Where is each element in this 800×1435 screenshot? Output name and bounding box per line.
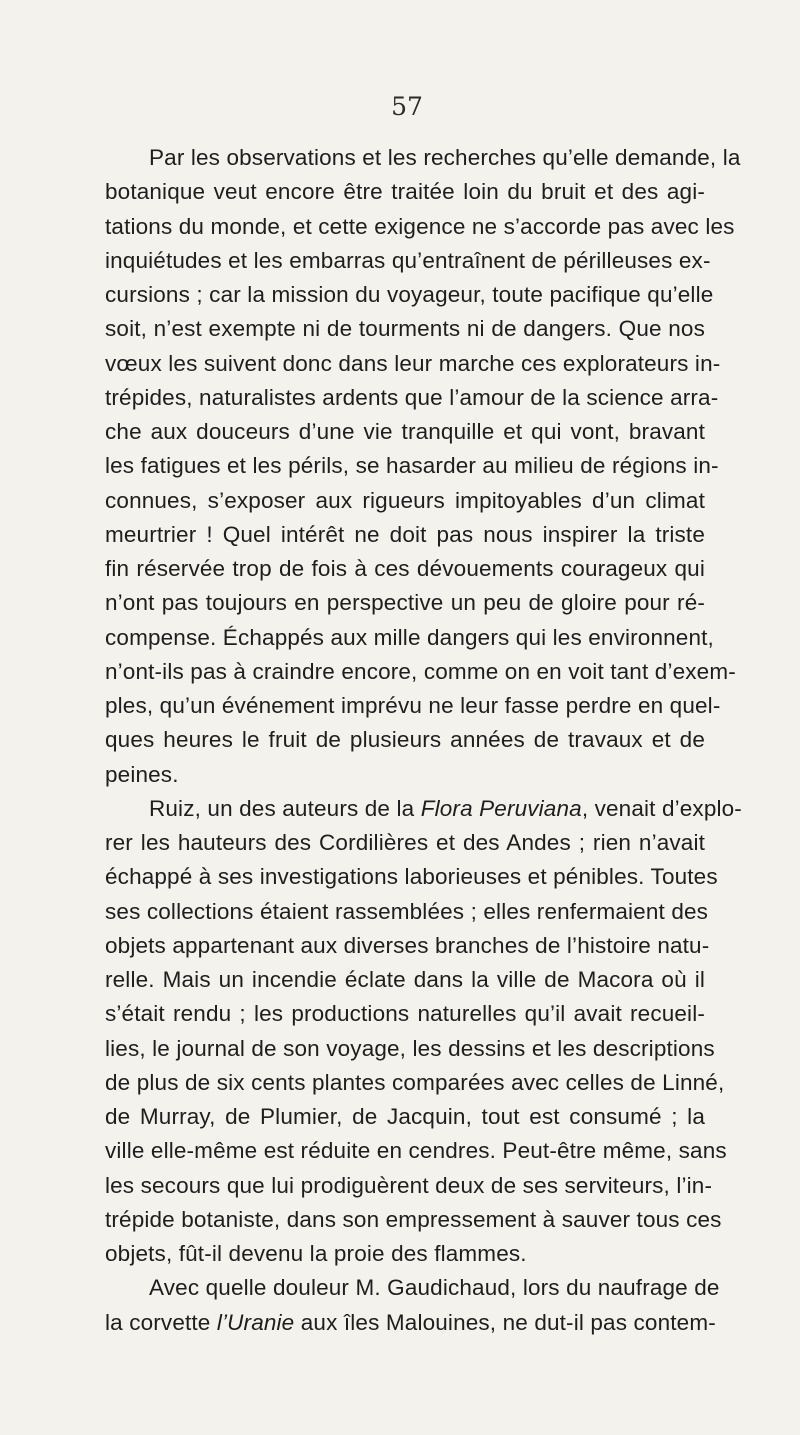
text-line: meurtrier ! Quel intérêt ne doit pas nous inspirer la triste bbox=[105, 521, 705, 547]
text-line: s’était rendu ; les productions naturelles qu’il avait recueil- bbox=[105, 1001, 705, 1027]
text-line: ples, qu’un événement imprévu ne leur fasse perdre en quel- bbox=[105, 693, 721, 718]
text-line: de Murray, de Plumier, de Jacquin, tout est consumé ; la bbox=[105, 1104, 705, 1129]
text-line: ses collections étaient rassemblées ; elles renfermaient des bbox=[105, 898, 709, 924]
text-line: peines. bbox=[105, 761, 179, 787]
text-line: connues, s’exposer aux rigueurs impitoyables d’un climat bbox=[105, 487, 705, 513]
text-line-with-italic bbox=[105, 792, 742, 826]
text-run: aux îles Malouines, ne dut-il pas contem- bbox=[294, 1309, 716, 1335]
text-line: objets appartenant aux diverses branches de l’histoire natu- bbox=[105, 932, 710, 958]
text-line: vœux les suivent donc dans leur marche ces explorateurs in- bbox=[105, 350, 721, 376]
text-line: de plus de six cents plantes comparées avec celles de Linné, bbox=[105, 1069, 725, 1095]
text-line: lies, le journal de son voyage, les dessins et les descriptions bbox=[105, 1035, 715, 1061]
text-line: ville elle-même est réduite en cendres. Peut-être même, sans bbox=[105, 1138, 727, 1164]
text-line: objets, fût-il devenu la proie des flammes. bbox=[105, 1241, 527, 1266]
text-run: , venait d’explo- bbox=[581, 795, 742, 821]
text-line: inquiétudes et les embarras qu’entraînent de périlleuses ex- bbox=[105, 247, 711, 273]
text-line: compense. Échappés aux mille dangers qui les environnent, bbox=[105, 624, 714, 650]
text-line: che aux douceurs d’une vie tranquille et qui vont, bravant bbox=[105, 419, 705, 444]
text-line: ques heures le fruit de plusieurs années de travaux et de bbox=[105, 727, 705, 753]
body-text bbox=[105, 141, 742, 1340]
text-line: les secours que lui prodiguèrent deux de ses serviteurs, l’in- bbox=[105, 1172, 713, 1198]
italic-title: Flora Peruviana bbox=[420, 795, 582, 821]
page-number: 57 bbox=[391, 92, 423, 121]
text-line: les fatigues et les périls, se hasarder au milieu de régions in- bbox=[105, 453, 719, 479]
text-line: soit, n’est exempte ni de tourments ni de dangers. Que nos bbox=[105, 316, 705, 342]
text-line: relle. Mais un incendie éclate dans la ville de Macora où il bbox=[105, 967, 705, 992]
text-line: trépide botaniste, dans son empressement à sauver tous ces bbox=[105, 1206, 722, 1232]
text-line: botanique veut encore être traitée loin du bruit et des agi- bbox=[105, 179, 705, 205]
text-line: échappé à ses investigations laborieuses et pénibles. Toutes bbox=[105, 864, 718, 890]
italic-ship-name: l’Uranie bbox=[216, 1309, 295, 1335]
text-line: Avec quelle douleur M. Gaudichaud, lors du naufrage de bbox=[149, 1275, 720, 1301]
text-run: Ruiz, un des auteurs de la bbox=[149, 795, 421, 821]
text-line-with-italic bbox=[105, 1306, 716, 1340]
text-line: rer les hauteurs des Cordilières et des Andes ; rien n’avait bbox=[105, 830, 705, 855]
text-run: la corvette bbox=[105, 1309, 217, 1335]
text-line: fin réservée trop de fois à ces dévouements courageux qui bbox=[105, 556, 705, 581]
text-line: n’ont-ils pas à craindre encore, comme on en voit tant d’exem- bbox=[105, 658, 736, 684]
text-line: trépides, naturalistes ardents que l’amour de la science arra- bbox=[105, 384, 719, 410]
text-line: cursions ; car la mission du voyageur, toute pacifique qu’elle bbox=[105, 282, 714, 307]
text-line: Par les observations et les recherches qu’elle demande, la bbox=[149, 145, 741, 170]
text-line: tations du monde, et cette exigence ne s’accorde pas avec les bbox=[105, 213, 735, 239]
text-line: n’ont pas toujours en perspective un peu de gloire pour ré- bbox=[105, 590, 705, 616]
